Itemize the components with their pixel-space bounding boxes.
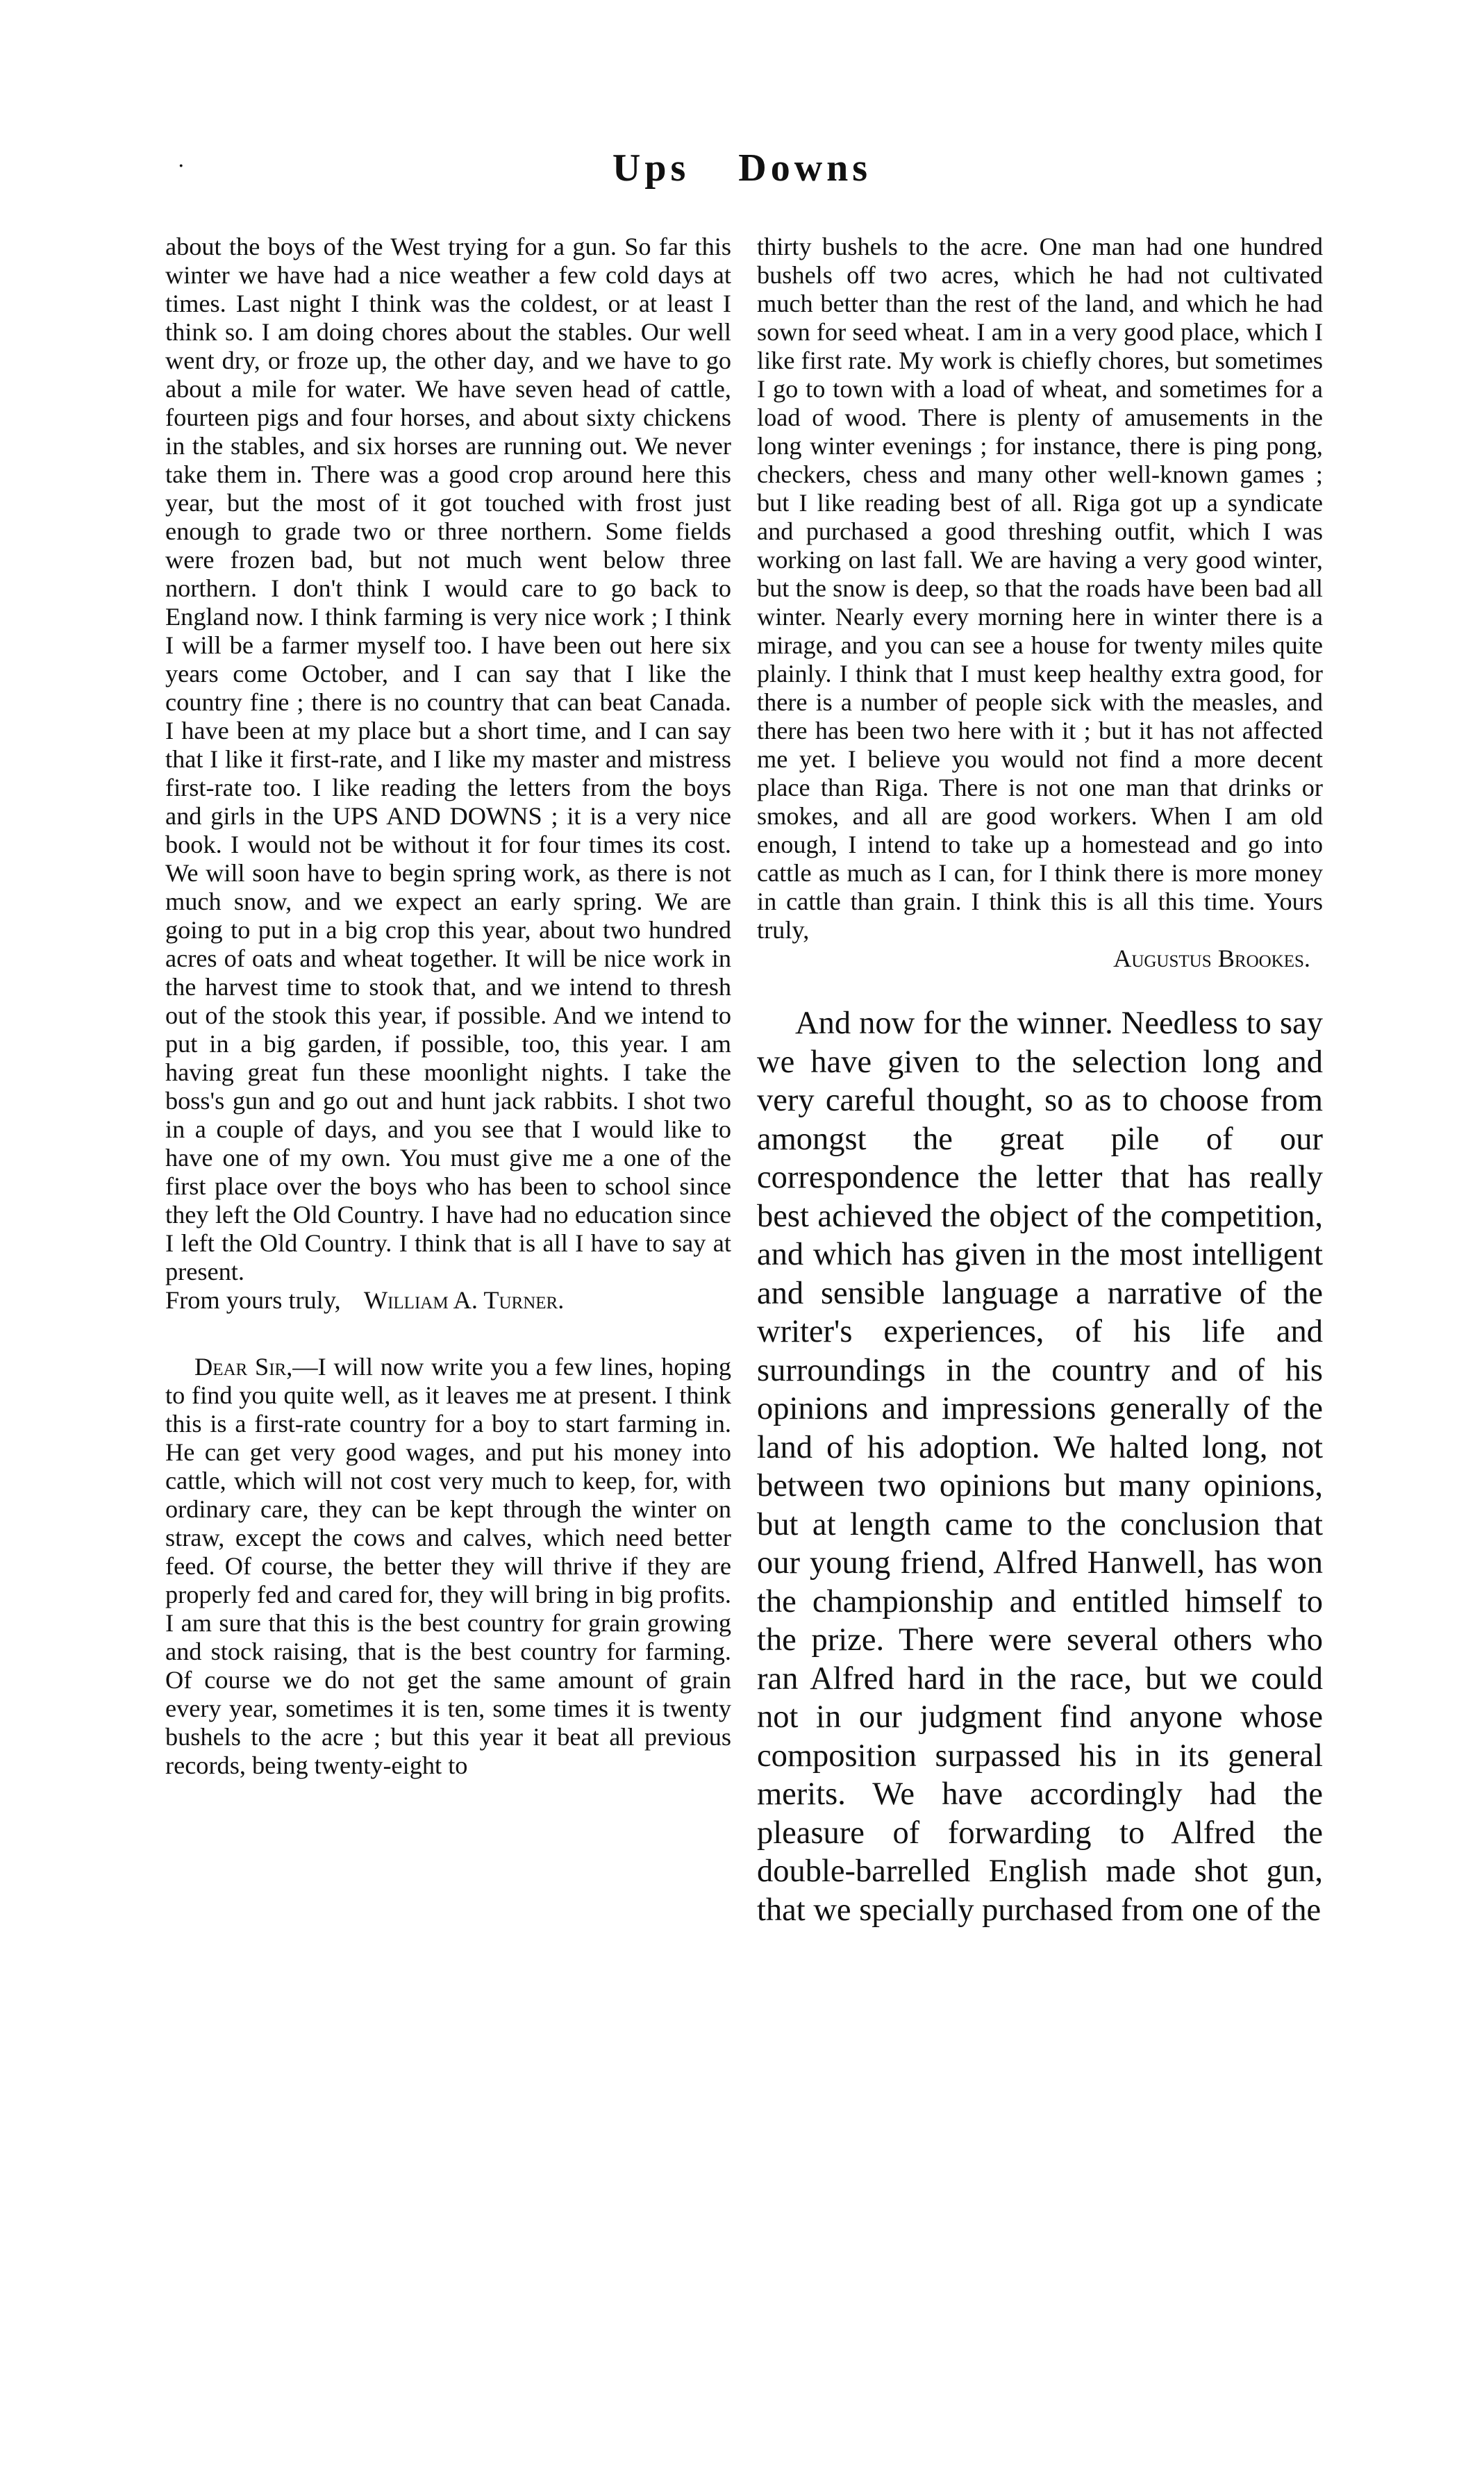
running-header [0, 146, 1484, 190]
left-column [165, 233, 731, 1780]
letter-brookes-body [165, 1353, 731, 1780]
letter-turner-signature-line [165, 1286, 731, 1315]
letter-brookes-signature: Augustus Brookes. [1113, 944, 1310, 972]
editorial-announcement: And now for the winner. Needless to say we have given to the selection long and very careful thought, so as to choose from amongst the great pile of our correspondence the letter that has really best achieved the object of the competition, and which has given in the most intelligent and sensible language a narrative of the writer's experiences, of his life and surroundings in the country and of his opinions and impressions generally of the land of his adoption. We halted long, not between two opinions but many opinions, but at length came to the conclusion that our young friend, Alfred Hanwell, has won the championship and entitled himself to the prize. There were several others who ran Alfred hard in the race, but we could not in our judgment find anyone whose composition surpassed his in its general merits. We have accordingly had the pleasure of forwarding to Alfred the double-barrelled English made shot gun, that we specially purchased from one of the [757, 1006, 1323, 1928]
letter-turner-signature: William A. Turner. [363, 1286, 565, 1314]
letter-turner-body: about the boys of the West trying for a gun. So far this winter we have had a nice weather a few cold days at times. Last night I think was the coldest, or at least I think so. I am doing chores about the stables. Our well went dry, or froze up, the other day, and we have to go about a mile for water. We have seven head of cattle, fourteen pigs and four horses, and about sixty chickens in the stables, and six horses are running out. We never take them in. There was a good crop around here this year, but the most of it got touched with frost just enough to grade two or three northern. Some fields were frozen bad, but not much went below three northern. I don't think I would care to go back to England now. I think farming is very nice work ; I think I will be a farmer myself too. I have been out here six years come October, and I can say that I like the country fine ; there is no country that can beat Canada. I have been at my place but a short time, and I can say that I like it first-rate, and I like my master and mistress first-rate too. I like reading the letters from the boys and girls in the UPS AND DOWNS ; it is a very nice book. I would not be without it for four times its cost. We will soon have to begin spring work, as there is not much snow, and we expect an early spring. We are going to put in a big crop this year, about two hundred acres of oats and wheat together. It will be nice work in the harvest time to stook that, and we intend to thresh out of the stook this year, if possible. And we intend to put in a big garden, if possible, too, this year. I am having great fun these moonlight nights. I take the boss's gun and go out and hunt jack rabbits. I shot two in a couple of days, and you see that I would like to have one of my own. You must give me a one of the first place over the boys who has been to school since they left the Old Country. I have had no education since I left the Old Country. I think that is all I have to say at present. [165, 233, 731, 1285]
page-folio: · [178, 154, 185, 178]
letter-brookes-salutation: Dear Sir, [194, 1353, 293, 1381]
header-title-downs: Downs [738, 147, 872, 190]
letter-turner-close: From yours truly, [165, 1286, 341, 1314]
letter-brookes-continued: thirty bushels to the acre. One man had one hundred bushels off two acres, which he had not cultivated much better than the rest of the land, and which he had sown for seed wheat. I am in a very good place, which I like first rate. My work is chiefly chores, but sometimes I go to town with a load of wheat, and sometimes for a load of wood. There is plenty of amusements in the long winter evenings ; for instance, there is ping pong, checkers, chess and many other well-known games ; but I like reading best of all. Riga got up a syndicate and purchased a good threshing outfit, which I was working on last fall. We are having a very good winter, but the snow is deep, so that the roads have been bad all winter. Nearly every morning here in winter there is a mirage, and you can see a house for twenty miles quite plainly. I think that I must keep healthy extra good, for there is a number of people sick with the measles, and there has been two here with it ; but it has not affected me yet. I believe you would not find a more decent place than Riga. There is not one man that drinks or smokes, and all are good workers. When I am old enough, I intend to take up a homestead and go into cattle as much as I can, for I think there is more money in cattle than grain. I think this is all this time. Yours truly, [757, 233, 1323, 944]
right-column [757, 233, 1323, 1929]
letter-brookes-text: —I will now write you a few lines, hoping to find you quite well, as it leaves me at present. I think this is a first-rate country for a boy to start farming in. He can get very good wages, and put his money into cattle, which will not cost very much to keep, for, with ordinary care, they can be kept through the winter on straw, except the cows and calves, which need better feed. Of course, the better they will thrive if they are properly fed and cared for, they will bring in big profits. I am sure that this is the best country for grain growing and stock raising, that is the best country for farming. Of course we do not get the same amount of grain every year, sometimes it is ten, some times it is twenty bushels to the acre ; but this year it beat all previous records, being twenty-eight to [165, 1353, 731, 1779]
header-title-ups: Ups [612, 147, 690, 190]
